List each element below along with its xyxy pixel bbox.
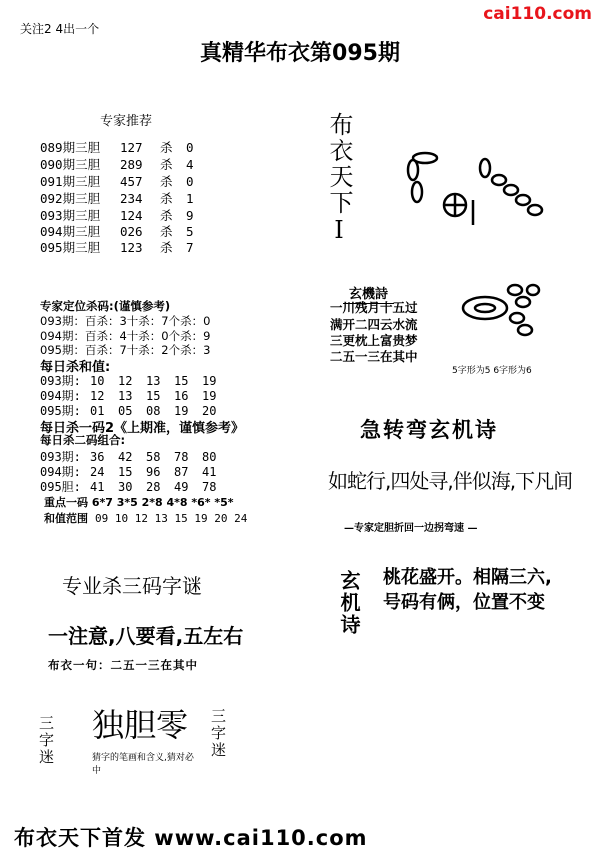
poem-line: 三更枕上富贵梦 <box>330 333 418 348</box>
dingwei-title: 专家定位杀码:(谨慎参考) <box>40 299 171 313</box>
ellipse-shape <box>518 325 532 335</box>
sanzi-right: 三字迷 <box>209 708 227 759</box>
ellipse-shape <box>492 175 506 185</box>
puzzle-line: 一注意,八要看,五左右 <box>48 624 244 648</box>
sanzi-left: 三字迷 <box>37 715 55 766</box>
footer: 布衣天下首发 www.cai110.com <box>14 826 368 850</box>
poem-line: 一川残月十五过 <box>330 300 418 315</box>
hezhi-row: 095期: 01 05 08 19 20 <box>40 404 217 418</box>
ellipse-shape <box>510 313 524 323</box>
expert-row: 091期三胆 457 杀 0 <box>40 174 194 189</box>
expert-section-title: 专家推荐 <box>100 114 153 129</box>
dudan: 独胆零 <box>92 706 189 744</box>
puzzle-hint: 猜字的笔画和含义,猜对必中 <box>92 753 194 776</box>
ellipse-shape <box>527 285 539 295</box>
ellipse-shape <box>516 297 530 307</box>
puzzle-title: 专业杀三码字谜 <box>62 574 202 598</box>
digit-figure-image <box>455 278 555 358</box>
expert-row: 092期三胆 234 杀 1 <box>40 191 194 206</box>
shayima-subtitle: 每日杀二码组合: <box>40 433 126 447</box>
follow-note: 关注2 4出一个 <box>20 22 100 36</box>
taohua-line: 桃花盛开。相隔三六, <box>383 567 552 588</box>
hezhi-row: 093期: 10 12 13 15 19 <box>40 374 217 388</box>
digit-figure-image <box>395 150 555 240</box>
poem-line: 满开二四云水流 <box>330 317 418 332</box>
ellipse-shape <box>480 159 490 177</box>
poem-line: 二五一三在其中 <box>330 349 418 364</box>
ellipse-shape <box>412 182 422 202</box>
taohua-line: 号码有俩，位置不变 <box>383 592 545 613</box>
expert-row: 093期三胆 124 杀 9 <box>40 208 194 223</box>
xuanji-shi-vertical: 玄机诗 <box>337 570 361 636</box>
expert-row: 095期三胆 123 杀 7 <box>40 240 194 255</box>
zhongdian-line: 重点一码 6*7 3*5 2*8 4*8 *6* *5* <box>44 496 234 509</box>
shayima-row: 093期: 36 42 58 78 80 <box>40 450 217 464</box>
expert-row: 090期三胆 289 杀 4 <box>40 157 194 172</box>
hezhi-title: 每日杀和值: <box>40 360 111 375</box>
ellipse-shape <box>475 304 495 312</box>
xuanji-title: 玄機詩 <box>343 282 394 304</box>
dingwei-row: 093期：百杀：3十杀：7个杀：0 <box>40 314 211 328</box>
shayima-row: 094期: 24 15 96 87 41 <box>40 465 217 479</box>
site-watermark: cai110.com <box>483 4 592 24</box>
expert-row: 089期三胆 127 杀 0 <box>40 140 194 155</box>
dingwei-row: 094期：百杀：4十杀：0个杀：9 <box>40 329 211 343</box>
zhedian-line: —专家定胆折回一边拐弯速 — <box>344 523 478 534</box>
ellipse-shape <box>463 297 507 319</box>
expert-row: 094期三胆 026 杀 5 <box>40 224 194 239</box>
shayima-row: 095胆: 41 30 28 49 78 <box>40 480 217 494</box>
rushe-line: 如蛇行,四处寻,伴似海,下凡间 <box>328 469 573 493</box>
zixing-note: 5字形为5 6字形为6 <box>452 366 532 376</box>
page-title: 真精华布衣第095期 <box>200 41 400 66</box>
ellipse-shape <box>528 205 542 215</box>
ellipse-shape <box>504 185 518 195</box>
shayima-title: 每日杀一码2《上期准，谨慎参考》 <box>40 421 245 436</box>
buyi-tianxia: 布衣天下I <box>325 112 353 246</box>
jizhuan-title: 急转弯玄机诗 <box>360 418 498 442</box>
dingwei-row: 095期：百杀：7十杀：2个杀：3 <box>40 343 211 357</box>
ellipse-shape <box>408 160 418 180</box>
hezhi-range-line: 和值范围 09 10 12 13 15 19 20 24 <box>44 512 248 525</box>
hezhi-row: 094期: 12 13 15 16 19 <box>40 389 217 403</box>
buyi-sentence: 布衣一句：二五一三在其中 <box>48 658 198 672</box>
ellipse-shape <box>516 195 530 205</box>
ellipse-shape <box>508 285 522 295</box>
